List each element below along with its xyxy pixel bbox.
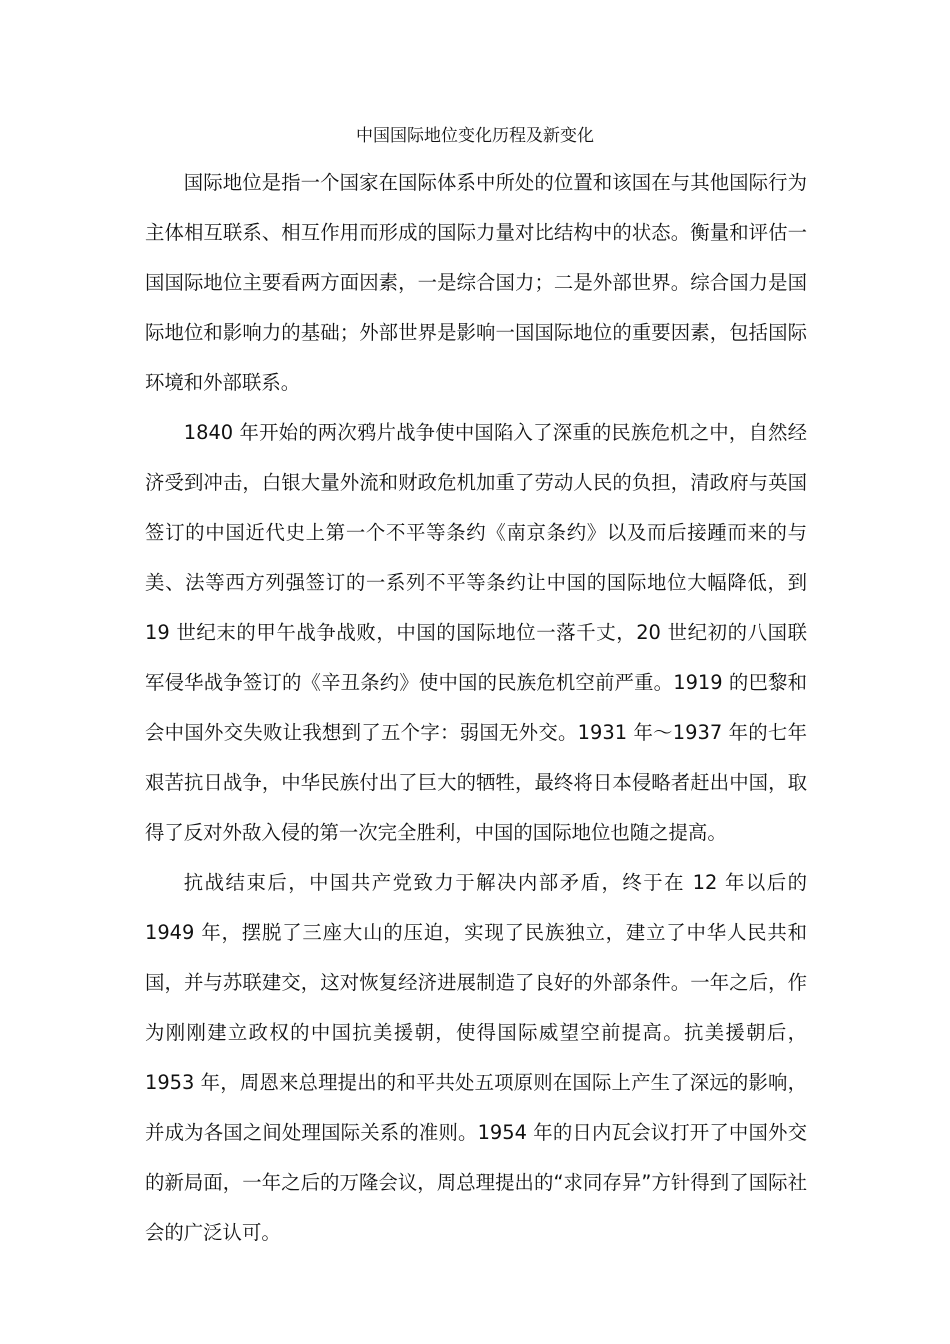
paragraph-modern-history: 1840 年开始的两次鸦片战争使中国陷入了深重的民族危机之中，自然经济受到冲击，白银大量外流和财政危机加重了劳动人民的负担，清政府与英国签订的中国近代史上第一个不平等条约《南京条约》以及而后接踵而来的与美、法等西方列强签订的一系列不平等条约让中国的国际地位大幅降低，到 19 世纪末的甲午战争战败，中国的国际地位一落千丈，20 世纪初的八国联军侵华战争签订的《辛丑条约》使中国的民族危机空前严重。1919 的巴黎和会中国外交失败让我想到了五个字：弱国无外交。1931 年～1937 年的七年艰苦抗日战争，中华民族付出了巨大的牺牲，最终将日本侵略者赶出中国，取得了反对外敌入侵的第一次完全胜利，中国的国际地位也随之提高。	[145, 421, 807, 844]
paragraph-international-status-definition: 国际地位是指一个国家在国际体系中所处的位置和该国在与其他国际行为主体相互联系、相互作用而形成的国际力量对比结构中的状态。衡量和评估一国国际地位主要看两方面因素，一是综合国力；二是外部世界。综合国力是国际地位和影响力的基础；外部世界是影响一国国际地位的重要因素，包括国际环境和外部联系。	[145, 171, 807, 394]
document-title: 中国国际地位变化历程及新变化	[356, 126, 594, 146]
document-body	[145, 158, 807, 1258]
paragraph-post-war-diplomacy: 抗战结束后，中国共产党致力于解决内部矛盾，终于在 12 年以后的 1949 年，摆脱了三座大山的压迫，实现了民族独立，建立了中华人民共和国，并与苏联建交，这对恢复经济进展制造了良好的外部条件。一年之后，作为刚刚建立政权的中国抗美援朝，使得国际威望空前提高。抗美援朝后，1953 年，周恩来总理提出的和平共处五项原则在国际上产生了深远的影响，并成为各国之间处理国际关系的准则。1954 年的日内瓦会议打开了中国外交的新局面，一年之后的万隆会议，周总理提出的“求同存异”方针得到了国际社会的广泛认可。	[145, 871, 807, 1244]
